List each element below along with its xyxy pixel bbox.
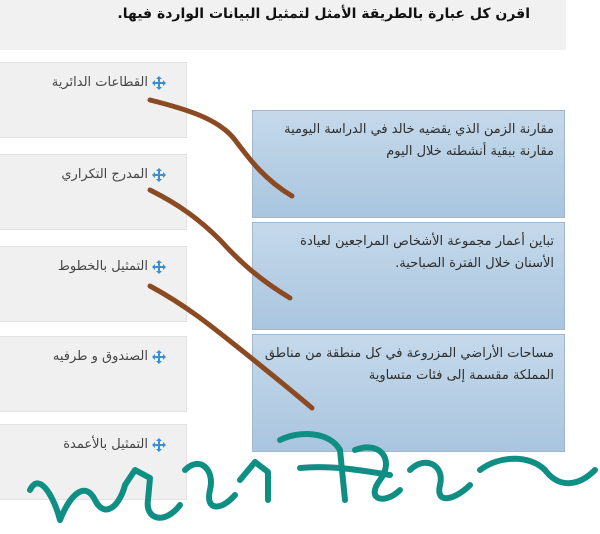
drop-target-text: تباين أعمار مجموعة الأشخاص المراجعين لعيادة الأسنان خلال الفترة الصباحية. <box>300 234 554 271</box>
drag-item-label: التمثيل بالخطوط <box>57 259 148 274</box>
drop-target-text: مقارنة الزمن الذي يقضيه خالد في الدراسة اليومية مقارنة ببقية أنشطته خلال اليوم <box>284 122 554 159</box>
question-header <box>0 0 566 50</box>
drag-item-histogram[interactable] <box>0 154 187 230</box>
drag-item-label: الصندوق و طرفيه <box>52 349 148 364</box>
drag-item-label: التمثيل بالأعمدة <box>63 437 148 452</box>
question-text: اقرن كل عبارة بالطريقة الأمثل لتمثيل البيانات الواردة فيها. <box>117 6 530 22</box>
drag-item-bar[interactable] <box>0 424 187 500</box>
move-icon <box>152 350 166 364</box>
drag-item-boxplot[interactable] <box>0 336 187 412</box>
move-icon <box>152 168 166 182</box>
drag-item-pie[interactable] <box>0 62 187 138</box>
move-icon <box>152 76 166 90</box>
drag-item-line[interactable] <box>0 246 187 322</box>
drag-item-label: القطاعات الدائرية <box>51 75 148 90</box>
move-icon <box>152 260 166 274</box>
drop-target-1[interactable] <box>252 110 565 218</box>
drag-item-label: المدرج التكراري <box>61 167 148 182</box>
move-icon <box>152 438 166 452</box>
drop-target-3[interactable] <box>252 334 565 452</box>
drop-target-text: مساحات الأراضي المزروعة في كل منطقة من مناطق المملكة مقسمة إلى فئات متساوية <box>264 346 554 383</box>
drop-target-2[interactable] <box>252 222 565 330</box>
